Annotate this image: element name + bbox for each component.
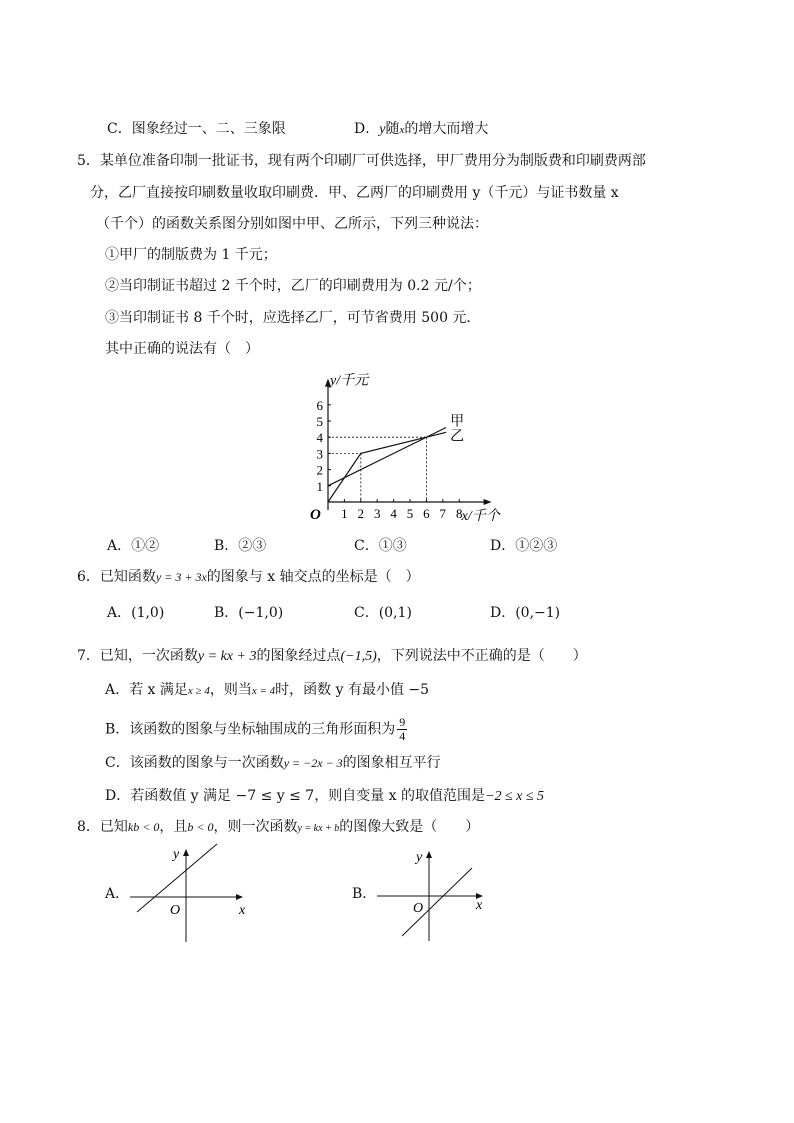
q4-d-label: D． <box>354 121 380 137</box>
q7-d-pre: D．若函数值 y 满足 −7 ≤ y ≤ 7，则自变量 x 的取值范围是 <box>105 788 485 804</box>
y-tick-label: 2 <box>316 462 323 478</box>
q6-stem-pre: 6．已知函数 <box>77 569 156 585</box>
q8-stem <box>77 817 479 839</box>
q8-mid1: ，且 <box>159 819 188 835</box>
q5-chart <box>300 362 520 527</box>
x-tick-label: 4 <box>390 506 397 521</box>
q7-a-mid: ，则当 <box>209 682 252 698</box>
x-tick-label: 6 <box>423 506 430 521</box>
q5-statement-3: ③当印制证书 8 千个时，应选择乙厂，可节省费用 500 元． <box>105 310 481 326</box>
x-tick-label: 3 <box>373 506 381 521</box>
q8-stem-post: 的图像大致是（ ） <box>339 819 480 835</box>
y-tick-label: 5 <box>316 414 323 429</box>
series-label-jia: 甲 <box>450 414 465 430</box>
q4-option-c: C．图象经过一、二、三象限 <box>107 121 286 137</box>
q7-d-formula: −2 ≤ x ≤ 5 <box>485 789 545 804</box>
series-label-yi: 乙 <box>450 429 465 445</box>
x-label: x <box>239 903 246 918</box>
q7-c-post: 的图象相互平行 <box>342 755 441 771</box>
q8-f1: kb < 0 <box>127 820 160 834</box>
q4-d-mid: 随 <box>385 121 400 137</box>
origin-label: O <box>413 901 424 916</box>
q8-option-b-graph <box>372 846 502 946</box>
x-axis-arrow <box>484 499 492 505</box>
y-label: y <box>416 850 423 865</box>
q8-f2: b < 0 <box>187 820 214 834</box>
q6-formula: y = 3 + 3x <box>155 570 207 584</box>
q5-stem-line2: 分，乙厂直接按印刷数量收取印刷费．甲、乙两厂的印刷费用 y（千元）与证书数量 x <box>90 185 619 201</box>
x-tick-label: 1 <box>341 506 348 521</box>
q6-stem <box>77 567 420 587</box>
q5-statement-1: ①甲厂的制版费为 1 千元； <box>105 247 277 263</box>
q7-option-a <box>105 680 429 701</box>
y-tick-label: 6 <box>316 397 323 413</box>
q7-stem <box>77 646 587 667</box>
q7-stem-pre: 7．已知，一次函数 <box>77 648 198 664</box>
q7-c-pre: C．该函数的图象与一次函数 <box>105 755 284 771</box>
q7-option-d <box>105 786 544 807</box>
q7-point: (−1,5) <box>340 649 377 664</box>
y-axis-arrow <box>426 851 432 858</box>
y-axis-label: y/千元 <box>330 373 369 389</box>
origin-label: O <box>170 903 181 918</box>
q5-option-b: B．②③ <box>214 538 267 554</box>
q7-a-f1: x ≥ 4 <box>187 685 210 697</box>
q7-c-formula: y = −2x − 3 <box>283 756 343 770</box>
q8-mid2: ，则一次函数 <box>213 819 298 835</box>
q6-option-c: C．(0,1) <box>354 605 412 621</box>
q7-a-post: 时，函数 y 有最小值 −5 <box>275 682 430 698</box>
y-tick-label: 4 <box>316 430 323 446</box>
y-axis-arrow <box>183 849 189 856</box>
q4-d-y: y <box>379 122 386 137</box>
q8-f3: y = kx + b <box>297 823 340 834</box>
x-tick-label: 5 <box>406 506 414 521</box>
q5-option-a: A．①② <box>107 538 160 554</box>
y-tick-label: 3 <box>316 446 323 462</box>
q5-statement-2: ②当印制证书超过 2 千个时，乙厂的印刷费用为 0.2 元/个； <box>105 278 481 294</box>
q4-option-d <box>354 119 488 140</box>
x-tick-label: 8 <box>455 506 463 521</box>
q8-stem-pre: 8．已知 <box>77 819 128 835</box>
q6-option-d: D．(0,−1) <box>490 605 561 621</box>
q5-option-c: C．①③ <box>354 538 407 554</box>
q7-stem-post: ，下列说法中不正确的是（ ） <box>376 648 587 664</box>
q7-b-fraction <box>397 716 407 743</box>
x-axis-label: x/千个 <box>461 509 500 524</box>
q7-stem-mid: 的图象经过点 <box>256 648 341 664</box>
q5-stem-line1: 5．某单位准备印制一批证书，现有两个印刷厂可供选择，甲厂费用分为制版费和印刷费两部 <box>77 153 646 169</box>
q7-b-num: 9 <box>399 715 406 729</box>
q6-option-b: B．(−1,0) <box>214 605 284 621</box>
q5-question: 其中正确的说法有（ ） <box>105 341 259 357</box>
q4-d-x: x <box>399 124 405 136</box>
q5-option-d: D．①②③ <box>490 538 558 554</box>
x-tick-label: 7 <box>439 506 447 521</box>
x-tick-label: 2 <box>357 506 365 521</box>
origin-label: O <box>310 507 321 523</box>
q6-option-a: A．(1,0) <box>107 605 165 621</box>
q8-option-b-label: B． <box>352 886 377 902</box>
y-tick-label: 1 <box>316 478 323 494</box>
q7-a-pre: A．若 x 满足 <box>105 682 188 698</box>
q7-option-b <box>105 716 407 743</box>
x-label: x <box>476 898 483 913</box>
y-label: y <box>173 847 180 862</box>
x-axis-arrow <box>236 894 243 900</box>
q7-option-c <box>105 753 441 773</box>
q4-d-post: 的增大而增大 <box>404 121 489 137</box>
q8-option-a-label: A． <box>105 886 130 902</box>
series-line-yi <box>328 432 446 502</box>
q7-b-pre: B．该函数的图象与坐标轴围成的三角形面积为 <box>105 721 396 738</box>
q6-stem-post: 的图象与 x 轴交点的坐标是（ ） <box>206 569 420 585</box>
q5-stem-line3: （千个）的函数关系图分别如图中甲、乙所示，下列三种说法： <box>96 216 488 232</box>
q7-a-f2: x = 4 <box>251 685 276 697</box>
q8-option-a-graph <box>125 842 260 947</box>
q7-formula: y = kx + 3 <box>197 649 257 664</box>
q7-b-den: 4 <box>399 729 406 743</box>
